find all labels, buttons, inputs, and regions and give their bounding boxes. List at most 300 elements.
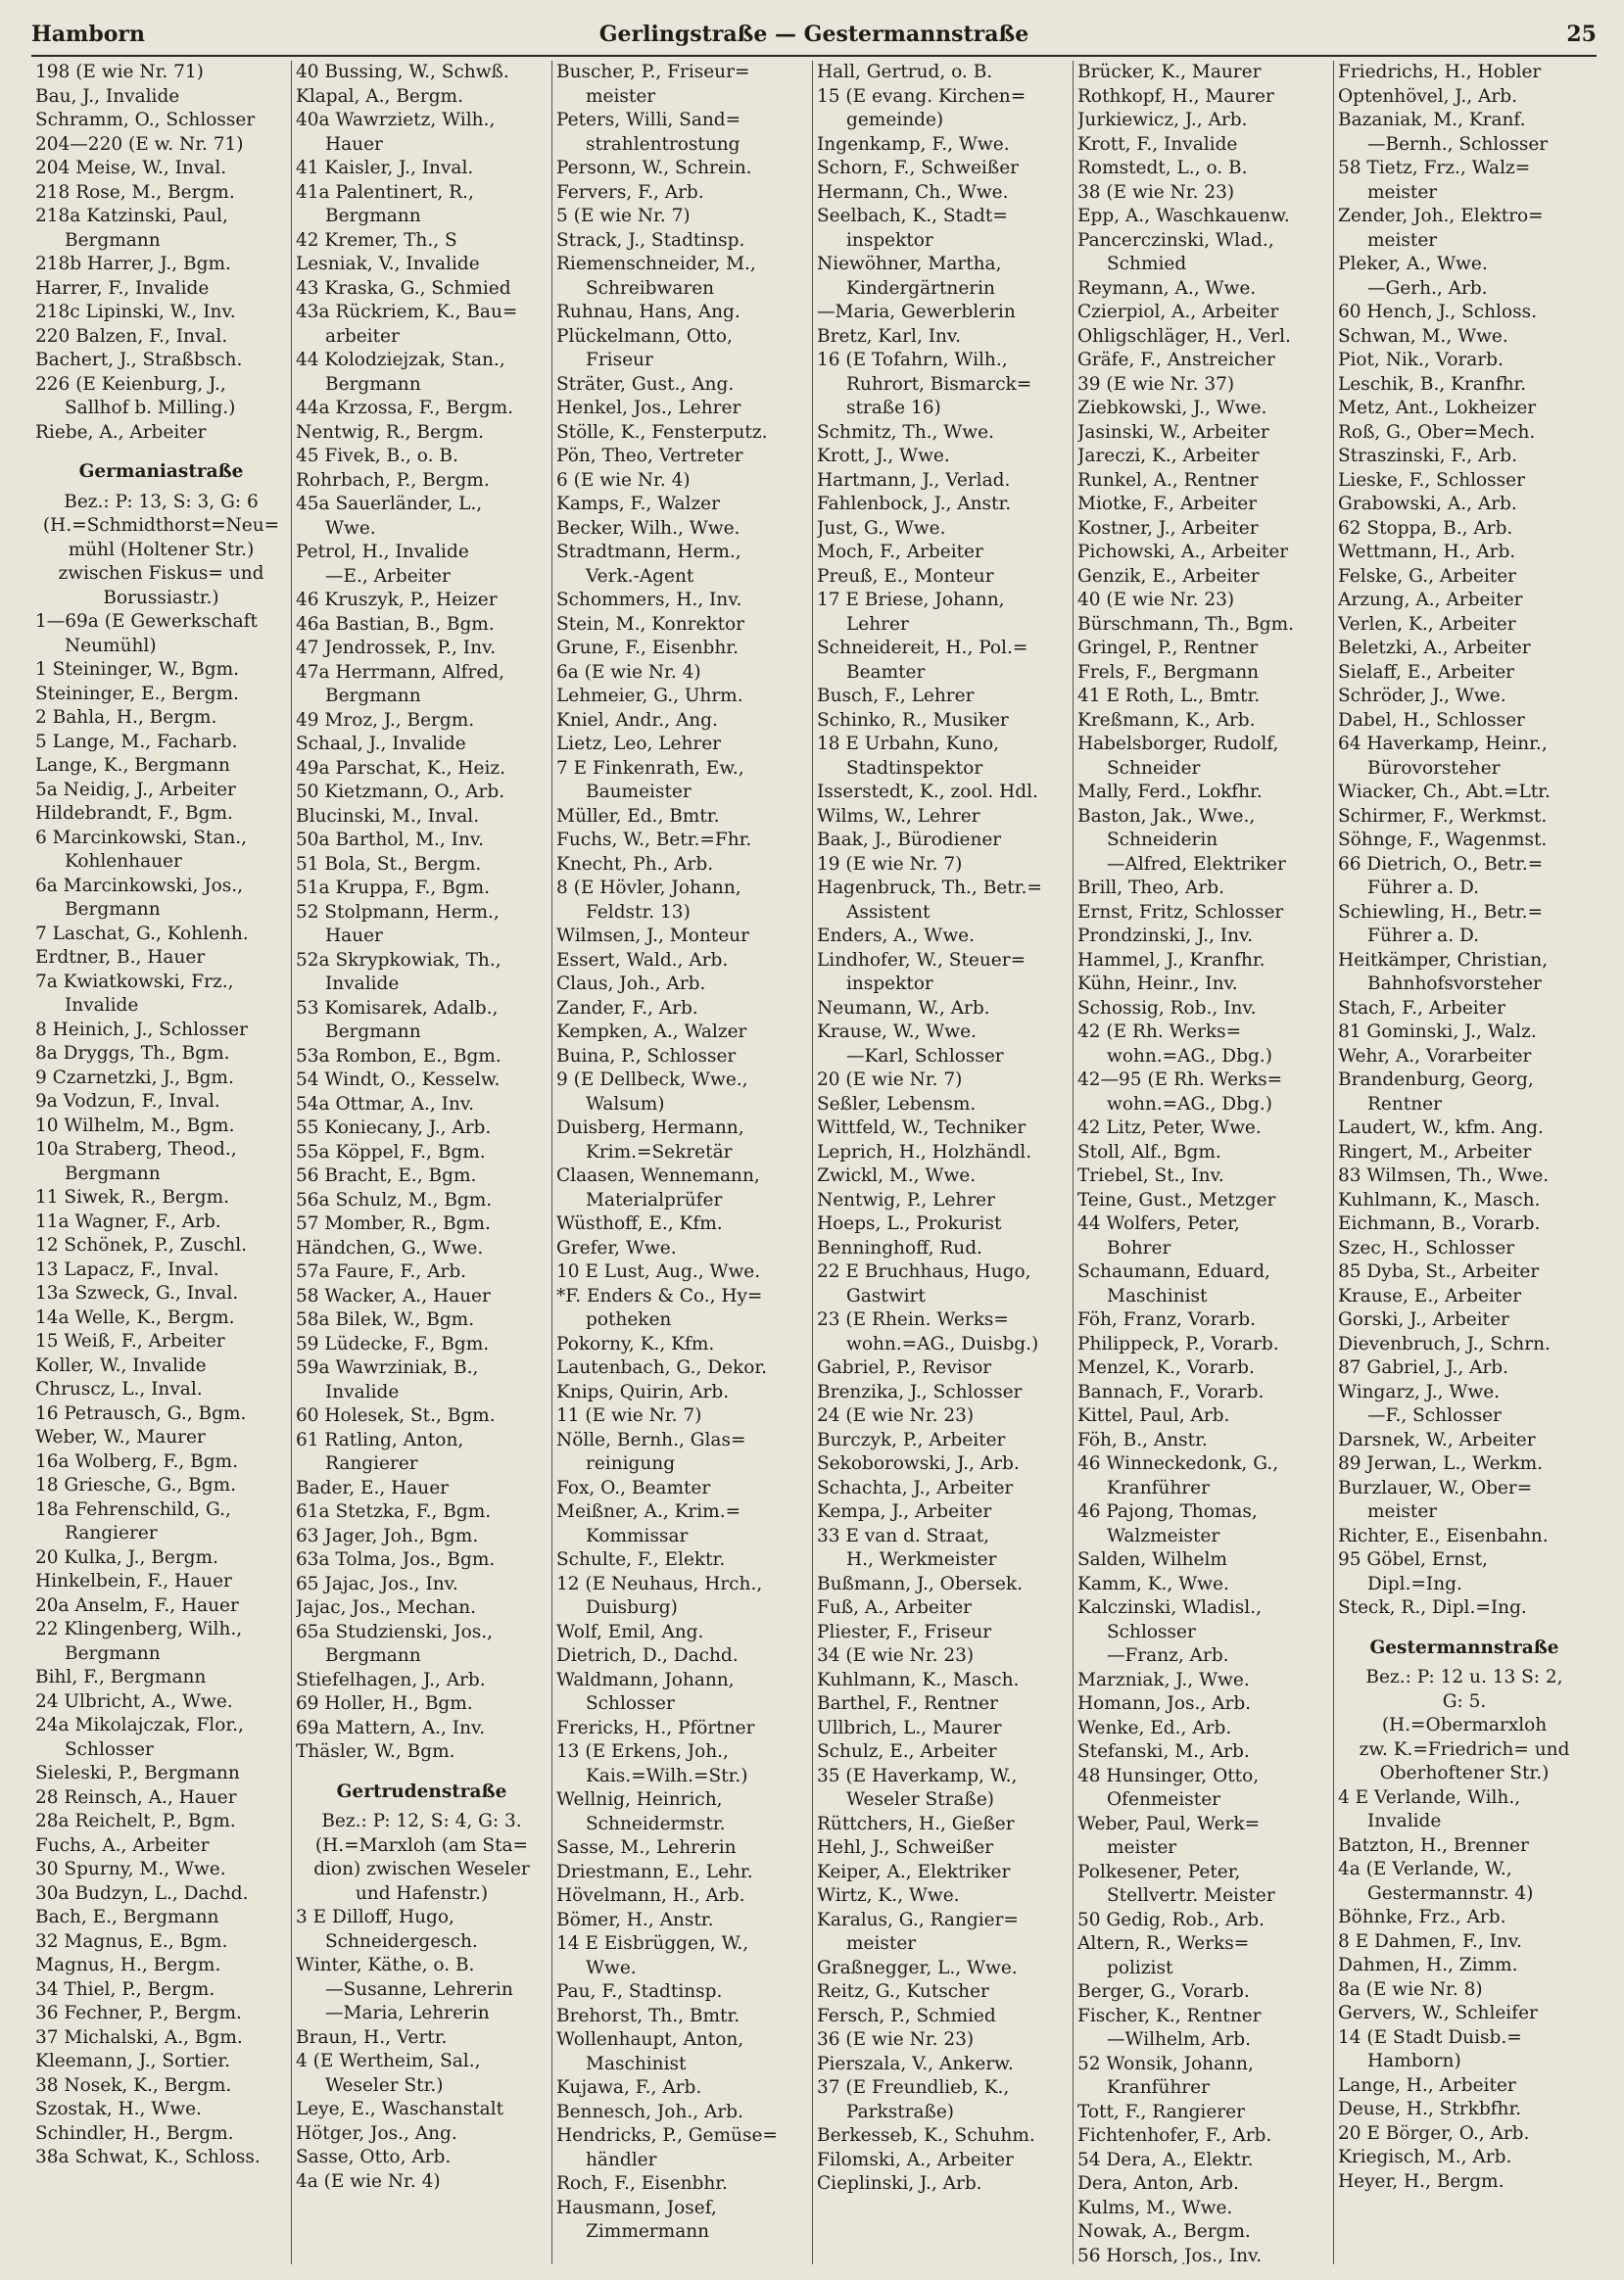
- street-description: Bez.: P: 12, S: 4, G: 3.: [321, 1811, 522, 1831]
- entry-continuation: —F., Schlosser: [1367, 1405, 1502, 1426]
- entry-continuation: Assistent: [846, 901, 931, 923]
- directory-entry: 4a (E Verlande, W.,: [1338, 1859, 1512, 1879]
- directory-entry: 56a Schulz, M., Bgm.: [296, 1189, 493, 1211]
- directory-entry: Eichmann, B., Vorarb.: [1338, 1213, 1541, 1234]
- directory-entry: Wittfeld, W., Techniker: [817, 1117, 1027, 1138]
- entry-continuation: Lehrer: [846, 613, 909, 635]
- entry-continuation: Schneiderin: [1107, 830, 1218, 850]
- directory-entry: Jajac, Jos., Mechan.: [296, 1597, 477, 1618]
- directory-entry: 5 Lange, M., Facharb.: [35, 731, 238, 752]
- entry-continuation: Bürovorsteher: [1367, 757, 1501, 779]
- directory-entry: 6a Marcinkowski, Jos.,: [35, 875, 244, 896]
- directory-entry: Steininger, E., Bergm.: [35, 683, 239, 704]
- directory-entry: 1—69a (E Gewerkschaft: [35, 611, 258, 632]
- street-description: (H.=Obermarxloh: [1381, 1715, 1548, 1735]
- directory-entry: 23 (E Rhein. Werks=: [817, 1309, 1009, 1330]
- directory-entry: Kempa, J., Arbeiter: [817, 1501, 992, 1522]
- directory-entry: 218c Lipinski, W., Inv.: [35, 302, 236, 322]
- directory-entry: *F. Enders & Co., Hy=: [556, 1285, 763, 1306]
- directory-entry: 41 Kaisler, J., Inval.: [296, 158, 474, 178]
- entry-continuation: wohn.=AG., Dbg.): [1107, 1093, 1272, 1115]
- directory-entry: Lange, H., Arbeiter: [1338, 2074, 1516, 2096]
- directory-entry: 24 (E wie Nr. 23): [817, 1405, 975, 1426]
- directory-entry: Pichowski, A., Arbeiter: [1077, 542, 1289, 562]
- directory-entry: 4a (E wie Nr. 4): [296, 2170, 441, 2192]
- directory-entry: Roß, G., Ober=Mech.: [1338, 421, 1536, 443]
- entry-continuation: Dipl.=Ing.: [1367, 1573, 1462, 1594]
- directory-entry: Kostner, J., Arbeiter: [1077, 517, 1259, 539]
- entry-continuation: Gastwirt: [846, 1285, 926, 1306]
- directory-entry: Nentwig, P., Lehrer: [817, 1189, 995, 1211]
- directory-entry: Stiefelhagen, J., Arb.: [296, 1669, 486, 1690]
- entry-continuation: Materialprüfer: [586, 1189, 723, 1211]
- directory-entry: 220 Balzen, F., Inval.: [35, 325, 228, 347]
- entry-continuation: meister: [1367, 1501, 1438, 1522]
- directory-entry: Lautenbach, G., Dekor.: [556, 1357, 768, 1378]
- directory-entry: Baak, J., Bürodiener: [817, 830, 1002, 850]
- directory-entry: 30a Budzyn, L., Dachd.: [35, 1882, 249, 1904]
- entry-continuation: —Susanne, Lehrerin: [325, 1978, 513, 2000]
- directory-entry: Kriegisch, M., Arb.: [1338, 2147, 1512, 2167]
- directory-entry: Fox, O., Beamter: [556, 1477, 711, 1498]
- directory-entry: Schaumann, Eduard,: [1077, 1261, 1270, 1282]
- entry-continuation: gemeinde): [846, 110, 944, 130]
- directory-entry: Busch, F., Lehrer: [817, 686, 975, 706]
- directory-entry: Pokorny, K., Kfm.: [556, 1333, 715, 1354]
- entry-continuation: Schlosser: [65, 1738, 154, 1760]
- entry-continuation: Bergmann: [65, 899, 161, 920]
- directory-entry: 40 (E wie Nr. 23): [1077, 590, 1235, 610]
- directory-entry: Lindhofer, W., Steuer=: [817, 949, 1027, 971]
- directory-entry: Grabowski, A., Arb.: [1338, 494, 1517, 514]
- directory-entry: 85 Dyba, St., Arbeiter: [1338, 1261, 1540, 1282]
- directory-entry: 43a Rückriem, K., Bau=: [296, 302, 518, 322]
- directory-entry: 218 Rose, M., Bergm.: [35, 181, 235, 203]
- directory-entry: Kujawa, F., Arb.: [556, 2077, 702, 2098]
- directory-entry: Schneidereit, H., Pol.=: [817, 638, 1028, 658]
- entry-continuation: Kais.=Wilh.=Str.): [586, 1765, 748, 1786]
- directory-entry: Rothkopf, H., Maurer: [1077, 85, 1274, 107]
- directory-entry: 5a Neidig, J., Arbeiter: [35, 779, 236, 800]
- directory-entry: Piot, Nik., Vorarb.: [1338, 350, 1504, 370]
- entry-continuation: —Bernh., Schlosser: [1367, 133, 1549, 155]
- directory-entry: Lesniak, V., Invalide: [296, 254, 480, 274]
- directory-entry: 18 Griesche, G., Bgm.: [35, 1475, 237, 1496]
- directory-entry: 10 Wilhelm, M., Bgm.: [35, 1115, 235, 1136]
- directory-entry: 54 Dera, A., Elektr.: [1077, 2149, 1254, 2170]
- directory-entry: Henkel, Jos., Lehrer: [556, 398, 741, 418]
- directory-entry: 54 Windt, O., Kesselw.: [296, 1069, 501, 1090]
- entry-continuation: Weseler Straße): [846, 1789, 994, 1810]
- entry-continuation: meister: [586, 85, 656, 107]
- directory-entry: Zwickl, M., Wwe.: [817, 1165, 977, 1186]
- directory-entry: 95 Göbel, Ernst,: [1338, 1549, 1488, 1570]
- entry-continuation: Bergmann: [65, 1163, 161, 1184]
- directory-entry: Riebe, A., Arbeiter: [35, 421, 207, 443]
- directory-entry: 41a Palentinert, R.,: [296, 181, 474, 203]
- directory-entry: 65a Studzienski, Jos.,: [296, 1621, 494, 1642]
- directory-entry: Leprich, H., Holzhändl.: [817, 1141, 1032, 1163]
- directory-entry: 52 Stolpmann, Herm.,: [296, 901, 500, 923]
- directory-entry: 204—220 (E w. Nr. 71): [35, 133, 244, 155]
- street-description: (H.=Schmidthorst=Neu=: [42, 515, 280, 536]
- entry-continuation: Kommissar: [586, 1525, 689, 1546]
- entry-continuation: Bergmann: [325, 1021, 421, 1042]
- directory-entry: Roch, F., Eisenbhr.: [556, 2173, 728, 2194]
- directory-entry: 57 Momber, R., Bgm.: [296, 1213, 491, 1234]
- directory-entry: Wolf, Emil, Ang.: [556, 1621, 704, 1642]
- directory-entry: 7 E Finkenrath, Ew.,: [556, 757, 744, 779]
- street-heading: Germaniastraße: [78, 461, 244, 482]
- directory-entry: Ziebkowski, J., Wwe.: [1077, 398, 1267, 418]
- directory-entry: Waldmann, Johann,: [556, 1669, 735, 1690]
- directory-entry: 51 Bola, St., Bergm.: [296, 853, 482, 875]
- entry-continuation: Duisburg): [586, 1597, 678, 1618]
- directory-entry: Sträter, Gust., Ang.: [556, 373, 735, 395]
- entry-continuation: Bahnhofsvorsteher: [1367, 974, 1542, 994]
- directory-entry: 8a (E wie Nr. 8): [1338, 1978, 1483, 2000]
- directory-entry: Kittel, Paul, Arb.: [1077, 1405, 1230, 1426]
- directory-entry: 48 Hunsinger, Otto,: [1077, 1765, 1260, 1786]
- directory-entry: Niewöhner, Martha,: [817, 254, 1002, 274]
- entry-continuation: Kohlenhauer: [65, 851, 182, 872]
- directory-entry: Sieleski, P., Bergmann: [35, 1763, 240, 1783]
- street-description: und Hafenstr.): [355, 1882, 489, 1904]
- street-description: zwischen Fiskus= und: [58, 563, 264, 584]
- directory-entry: 37 Michalski, A., Bgm.: [35, 2026, 243, 2048]
- directory-entry: Karalus, G., Rangier=: [817, 1909, 1019, 1930]
- directory-entry: Kempken, A., Walzer: [556, 1021, 747, 1042]
- directory-entry: Pierszala, V., Ankerw.: [817, 2053, 1014, 2074]
- directory-entry: Lange, K., Bergmann: [35, 755, 230, 776]
- directory-entry: Frels, F., Bergmann: [1077, 661, 1260, 683]
- directory-entry: Kulms, M., Wwe.: [1077, 2197, 1233, 2218]
- directory-entry: 55a Köppel, F., Bgm.: [296, 1141, 486, 1163]
- directory-entry: Felske, G., Arbeiter: [1338, 565, 1517, 587]
- directory-entry: Altern, R., Werks=: [1077, 1933, 1250, 1954]
- directory-entry: Stölle, K., Fensterputz.: [556, 421, 768, 443]
- directory-entry: 53 Komisarek, Adalb.,: [296, 997, 499, 1019]
- column-3: [552, 61, 813, 2264]
- entry-continuation: Stadtinspektor: [846, 757, 983, 779]
- directory-entry: Wilmsen, J., Monteur: [556, 926, 749, 946]
- directory-entry: Wiacker, Ch., Abt.=Ltr.: [1338, 782, 1551, 802]
- directory-entry: 9a Vodzun, F., Inval.: [35, 1091, 220, 1112]
- directory-entry: Strack, J., Stadtinsp.: [556, 229, 745, 251]
- directory-entry: 50 Kietzmann, O., Arb.: [296, 782, 505, 802]
- directory-entry: Böhnke, Frz., Arb.: [1338, 1907, 1506, 1927]
- directory-entry: Fahlenbock, J., Anstr.: [817, 494, 1012, 514]
- directory-entry: Pliester, F., Friseur: [817, 1621, 992, 1642]
- directory-entry: Heyer, H., Bergm.: [1338, 2170, 1505, 2192]
- directory-entry: 8 (E Hövler, Johann,: [556, 878, 741, 898]
- street-description: mühl (Holtener Str.): [68, 539, 255, 560]
- entry-continuation: H., Werkmeister: [846, 1549, 997, 1570]
- page-number: 25: [1566, 22, 1597, 47]
- entry-continuation: —Franz, Arb.: [1107, 1645, 1229, 1666]
- directory-entry: Wenke, Ed., Arb.: [1077, 1717, 1232, 1738]
- directory-entry: Hermann, Ch., Wwe.: [817, 181, 1009, 203]
- entry-continuation: Führer a. D.: [1367, 878, 1480, 898]
- directory-entry: 198 (E wie Nr. 71): [35, 62, 204, 82]
- directory-entry: 45 Fivek, B., o. B.: [296, 446, 458, 466]
- entry-continuation: Friseur: [586, 350, 653, 370]
- directory-entry: Graßnegger, L., Wwe.: [817, 1957, 1018, 1978]
- directory-entry: Dabel, H., Schlosser: [1338, 709, 1525, 731]
- directory-entry: Brehorst, Th., Bmtr.: [556, 2005, 740, 2026]
- column-6: [1334, 61, 1595, 2264]
- directory-entry: Wüsthoff, E., Kfm.: [556, 1213, 723, 1234]
- directory-entry: 15 (E evang. Kirchen=: [817, 85, 1027, 107]
- directory-entry: Wingarz, J., Wwe.: [1338, 1381, 1501, 1402]
- directory-entry: Ohligschläger, H., Verl.: [1077, 325, 1291, 347]
- directory-entry: Darsnek, W., Arbeiter: [1338, 1429, 1536, 1450]
- directory-entry: Nentwig, R., Bergm.: [296, 421, 485, 443]
- street-description: Bez.: P: 12 u. 13 S: 2,: [1365, 1667, 1563, 1687]
- directory-entry: Kamm, K., Wwe.: [1077, 1573, 1229, 1594]
- directory-entry: Schulte, F., Elektr.: [556, 1549, 726, 1570]
- directory-entry: 83 Wilmsen, Th., Wwe.: [1338, 1165, 1550, 1186]
- directory-entry: Benninghoff, Rud.: [817, 1237, 982, 1259]
- directory-entry: Kühn, Heinr., Inv.: [1077, 974, 1238, 994]
- directory-entry: 5 (E wie Nr. 7): [556, 206, 691, 226]
- directory-entry: 19 (E wie Nr. 7): [817, 853, 963, 875]
- directory-entry: 18a Fehrenschild, G.,: [35, 1498, 231, 1520]
- entry-continuation: —Alfred, Elektriker: [1107, 853, 1286, 875]
- entry-continuation: Bohrer: [1107, 1237, 1171, 1259]
- entry-continuation: Schreibwaren: [586, 277, 715, 299]
- directory-entry: Burczyk, P., Arbeiter: [817, 1429, 1006, 1450]
- directory-entry: Claus, Joh., Arb.: [556, 974, 706, 994]
- directory-entry: Buscher, P., Friseur=: [556, 62, 750, 82]
- directory-entry: Zander, F., Arb.: [556, 997, 698, 1019]
- directory-entry: 18 E Urbahn, Kuno,: [817, 734, 999, 754]
- directory-entry: Reymann, A., Wwe.: [1077, 277, 1257, 299]
- directory-entry: Nölle, Bernh., Glas=: [556, 1429, 746, 1450]
- directory-entry: Ruhnau, Hans, Ang.: [556, 302, 740, 322]
- directory-entry: Bihl, F., Bergmann: [35, 1667, 207, 1687]
- directory-entry: Filomski, A., Arbeiter: [817, 2149, 1014, 2170]
- directory-entry: Fuchs, A., Arbeiter: [35, 1834, 210, 1856]
- directory-entry: 69 Holler, H., Bgm.: [296, 1693, 473, 1714]
- directory-entry: 59 Lüdecke, F., Bgm.: [296, 1333, 490, 1354]
- directory-entry: Krause, W., Wwe.: [817, 1021, 977, 1042]
- directory-entry: Fischer, K., Rentner: [1077, 2005, 1262, 2026]
- directory-entry: 1 Steininger, W., Bgm.: [35, 659, 240, 680]
- directory-entry: 16a Wolberg, F., Bgm.: [35, 1450, 238, 1472]
- directory-entry: Krause, E., Arbeiter: [1338, 1285, 1522, 1306]
- directory-entry: Verlen, K., Arbeiter: [1338, 613, 1516, 635]
- directory-entry: 42 (E Rh. Werks=: [1077, 1021, 1242, 1042]
- entry-continuation: Hauer: [325, 926, 383, 946]
- directory-entry: Schossig, Rob., Inv.: [1077, 997, 1257, 1019]
- directory-entry: Genzik, E., Arbeiter: [1077, 565, 1260, 587]
- directory-entry: 7a Kwiatkowski, Frz.,: [35, 971, 234, 992]
- directory-entry: 63a Tolma, Jos., Bgm.: [296, 1549, 496, 1570]
- directory-entry: Frericks, H., Pförtner: [556, 1717, 755, 1738]
- directory-entry: Gervers, W., Schleifer: [1338, 2003, 1538, 2023]
- entry-continuation: Ofenmeister: [1107, 1789, 1221, 1810]
- directory-entry: Schröder, J., Wwe.: [1338, 686, 1506, 706]
- entry-continuation: Maschinist: [1107, 1285, 1208, 1306]
- street-heading: Gestermannstraße: [1369, 1637, 1559, 1658]
- directory-entry: 3 E Dilloff, Hugo,: [296, 1907, 454, 1927]
- street-description: zw. K.=Friedrich= und: [1359, 1738, 1570, 1760]
- directory-entry: Fuchs, W., Betr.=Fhr.: [556, 830, 752, 850]
- directory-entry: Tott, F., Rangierer: [1077, 2101, 1245, 2122]
- directory-entry: 50a Barthol, M., Inv.: [296, 830, 485, 850]
- directory-entry: Harrer, F., Invalide: [35, 277, 210, 299]
- directory-entry: Sielaff, E., Arbeiter: [1338, 661, 1515, 683]
- entry-continuation: meister: [1107, 1837, 1177, 1858]
- entry-continuation: Wwe.: [325, 517, 376, 539]
- directory-entry: Chruscz, L., Inval.: [35, 1379, 203, 1400]
- directory-entry: Laudert, W., kfm. Ang.: [1338, 1117, 1544, 1138]
- entry-continuation: inspektor: [846, 974, 933, 994]
- directory-entry: 28 Reinsch, A., Hauer: [35, 1786, 237, 1808]
- directory-entry: Stach, F., Arbeiter: [1338, 997, 1505, 1019]
- directory-entry: Habelsborger, Rudolf,: [1077, 734, 1279, 754]
- directory-entry: 50 Gedig, Rob., Arb.: [1077, 1909, 1265, 1930]
- directory-entry: 60 Holesek, St., Bgm.: [296, 1405, 496, 1426]
- directory-entry: 38 (E wie Nr. 23): [1077, 181, 1235, 203]
- entry-continuation: Kindergärtnerin: [846, 277, 995, 299]
- directory-entry: Schommers, H., Inv.: [556, 590, 742, 610]
- directory-entry: 24 Ulbricht, A., Wwe.: [35, 1690, 233, 1712]
- directory-entry: Hehl, J., Schweißer: [817, 1837, 994, 1858]
- directory-entry: Fichtenhofer, F., Arb.: [1077, 2125, 1272, 2146]
- directory-entry: Fuß, A., Arbeiter: [817, 1597, 973, 1618]
- directory-entry: 32 Magnus, E., Bgm.: [35, 1930, 228, 1952]
- directory-entry: Jareczi, K., Arbeiter: [1077, 446, 1260, 466]
- entry-continuation: Invalide: [65, 995, 139, 1016]
- directory-entry: Just, G., Wwe.: [817, 517, 946, 539]
- directory-entry: Polkesener, Peter,: [1077, 1861, 1241, 1882]
- directory-entry: Krott, J., Wwe.: [817, 446, 950, 466]
- directory-entry: 42 Kremer, Th., S: [296, 229, 457, 251]
- entry-continuation: Parkstraße): [846, 2101, 955, 2122]
- directory-entry: 11 (E wie Nr. 7): [556, 1405, 702, 1426]
- directory-entry: Sasse, Otto, Arb.: [296, 2147, 452, 2167]
- directory-entry: Schmitz, Th., Wwe.: [817, 421, 994, 443]
- column-4: [813, 61, 1074, 2264]
- directory-entry: Müller, Ed., Bmtr.: [556, 805, 720, 827]
- directory-entry: Stein, M., Konrektor: [556, 613, 745, 635]
- directory-entry: Neumann, W., Arb.: [817, 997, 990, 1019]
- directory-entry: Philippeck, P., Vorarb.: [1077, 1333, 1279, 1354]
- directory-entry: 9 Czarnetzki, J., Bgm.: [35, 1067, 234, 1088]
- directory-entry: Hövelmann, H., Arb.: [556, 1885, 745, 1906]
- directory-entry: Schirmer, F., Werkmst.: [1338, 805, 1548, 827]
- directory-entry: 14 (E Stadt Duisb.=: [1338, 2026, 1522, 2048]
- entry-continuation: —Gerh., Arb.: [1367, 277, 1488, 299]
- directory-entry: 69a Mattern, A., Inv.: [296, 1717, 486, 1738]
- directory-entry: 14a Welle, K., Bergm.: [35, 1306, 235, 1328]
- directory-entry: 60 Hench, J., Schloss.: [1338, 302, 1537, 322]
- entry-continuation: Hauer: [325, 133, 383, 155]
- entry-continuation: meister: [846, 1933, 917, 1954]
- directory-entry: Wilms, W., Lehrer: [817, 805, 980, 827]
- directory-entry: Gräfe, F., Anstreicher: [1077, 350, 1275, 370]
- directory-entry: 55 Koniecany, J., Arb.: [296, 1117, 492, 1138]
- directory-entry: Lieske, F., Schlosser: [1338, 469, 1525, 491]
- directory-entry: Bachert, J., Straßbsch.: [35, 350, 243, 370]
- directory-entry: Arzung, A., Arbeiter: [1338, 590, 1523, 610]
- directory-entry: Barthel, F., Rentner: [817, 1693, 998, 1714]
- entry-continuation: —E., Arbeiter: [325, 565, 451, 587]
- directory-entry: Krott, F., Invalide: [1077, 133, 1238, 155]
- directory-entry: Szostak, H., Wwe.: [35, 2099, 202, 2119]
- directory-entry: 89 Jerwan, L., Werkm.: [1338, 1453, 1544, 1474]
- directory-entry: Salden, Wilhelm: [1077, 1549, 1227, 1570]
- directory-entry: Blucinski, M., Inval.: [296, 805, 480, 827]
- directory-entry: 10 E Lust, Aug., Wwe.: [556, 1261, 761, 1282]
- entry-continuation: Bergmann: [325, 686, 421, 706]
- directory-entry: 52 Wonsik, Johann,: [1077, 2053, 1254, 2074]
- street-description: Borussiastr.): [103, 587, 219, 608]
- directory-entry: Kalczinski, Wladisl.,: [1077, 1597, 1262, 1618]
- directory-entry: 46 Kruszyk, P., Heizer: [296, 590, 498, 610]
- entry-continuation: Maschinist: [586, 2053, 687, 2074]
- directory-entry: Weber, W., Maurer: [35, 1427, 206, 1448]
- directory-entry: 20a Anselm, F., Hauer: [35, 1594, 239, 1616]
- directory-entry: Epp, A., Waschkauenw.: [1077, 206, 1290, 226]
- directory-entry: Ernst, Fritz, Schlosser: [1077, 901, 1284, 923]
- directory-entry: 16 (E Tofahrn, Wilh.,: [817, 350, 1008, 370]
- entry-continuation: inspektor: [846, 229, 933, 251]
- directory-entry: Schorn, F., Schweißer: [817, 158, 1020, 178]
- entry-continuation: Schlosser: [1107, 1621, 1196, 1642]
- directory-entry: Isserstedt, K., zool. Hdl.: [817, 782, 1038, 802]
- entry-continuation: Rangierer: [325, 1453, 418, 1474]
- directory-entry: Brücker, K., Maurer: [1077, 62, 1262, 82]
- directory-entry: Brenzika, J., Schlosser: [817, 1381, 1023, 1402]
- directory-entry: Claasen, Wennemann,: [556, 1165, 760, 1186]
- street-description: G: 5.: [1442, 1690, 1487, 1712]
- directory-entry: Schwan, M., Wwe.: [1338, 325, 1508, 347]
- directory-entry: Hinkelbein, F., Hauer: [35, 1571, 232, 1591]
- directory-entry: Knips, Quirin, Arb.: [556, 1381, 730, 1402]
- directory-entry: Wirtz, K., Wwe.: [817, 1885, 960, 1906]
- directory-entry: 57a Faure, F., Arb.: [296, 1261, 467, 1282]
- entry-continuation: Wwe.: [586, 1957, 637, 1978]
- directory-entry: Sekoborowski, J., Arb.: [817, 1453, 1020, 1474]
- directory-entry: Hartmann, J., Verlad.: [817, 469, 1011, 491]
- directory-entry: 22 Klingenberg, Wilh.,: [35, 1619, 243, 1639]
- entry-continuation: Bergmann: [325, 206, 421, 226]
- directory-entry: Kuhlmann, K., Masch.: [1338, 1189, 1541, 1211]
- entry-continuation: Bergmann: [65, 1642, 161, 1664]
- directory-entry: Deuse, H., Strkbfhr.: [1338, 2099, 1522, 2119]
- directory-entry: Schachta, J., Arbeiter: [817, 1477, 1014, 1498]
- directory-entry: Richter, E., Eisenbahn.: [1338, 1525, 1549, 1546]
- directory-entry: Ringert, M., Arbeiter: [1338, 1141, 1532, 1163]
- directory-entry: Jurkiewicz, J., Arb.: [1077, 110, 1248, 130]
- directory-entry: Optenhövel, J., Arb.: [1338, 85, 1517, 107]
- directory-entry: 53a Rombon, E., Bgm.: [296, 1045, 502, 1067]
- page-header: [31, 22, 1597, 57]
- directory-entry: Magnus, H., Bergm.: [35, 1955, 221, 1975]
- directory-entry: Cieplinski, J., Arb.: [817, 2173, 982, 2194]
- directory-entry: Stoll, Alf., Bgm.: [1077, 1141, 1221, 1163]
- directory-entry: Hall, Gertrud, o. B.: [817, 62, 993, 82]
- directory-entry: 2 Bahla, H., Bergm.: [35, 707, 217, 728]
- entry-continuation: Sallhof b. Milling.): [65, 398, 236, 418]
- directory-entry: Händchen, G., Wwe.: [296, 1237, 484, 1259]
- entry-continuation: Weseler Str.): [325, 2074, 444, 2096]
- directory-entry: Preuß, E., Monteur: [817, 565, 994, 587]
- directory-entry: Wellnig, Heinrich,: [556, 1789, 723, 1810]
